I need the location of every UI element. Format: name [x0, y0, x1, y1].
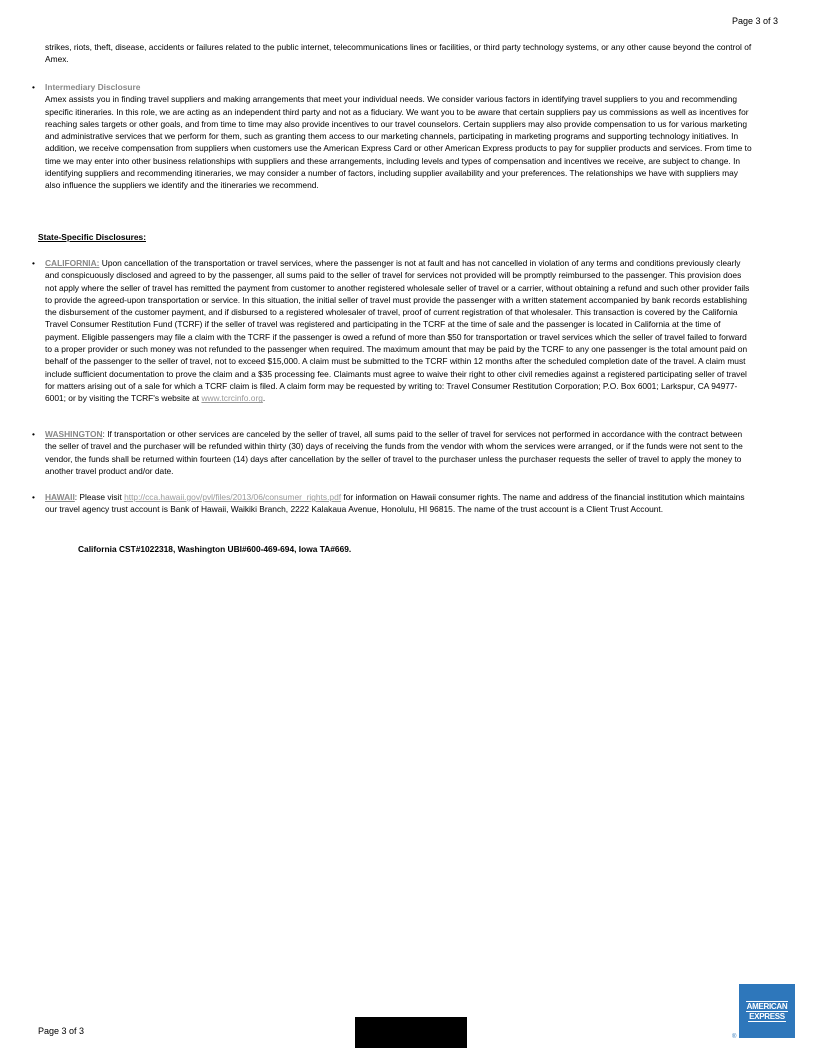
washington-section: [45, 428, 755, 477]
amex-registered-mark: ®: [732, 1034, 737, 1040]
hawaii-link[interactable]: HAWAII: [45, 492, 75, 502]
bullet-washington: •: [32, 429, 35, 439]
bullet-california: •: [32, 258, 35, 268]
hawaii-body: for information on Hawaii consumer rights. The name and address of the financial institution which maintains our travel agency trust account is Bank of Hawaii, Waikiki Branch, 2222 Kalakaua Avenue, Honolulu, HI 96815. The name of the trust account is a Client Trust Account.: [45, 492, 745, 515]
state-specific-heading: State-Specific Disclosures:: [38, 232, 146, 242]
intermediary-section: [45, 81, 755, 192]
washington-link[interactable]: WASHINGTON: [45, 429, 103, 439]
california-section: [45, 257, 755, 405]
license-numbers: California CST#1022318, Washington UBI#600-469-694, Iowa TA#669.: [78, 544, 352, 554]
hawaii-section: [45, 491, 755, 516]
california-link[interactable]: CALIFORNIA:: [45, 258, 100, 268]
bullet-hawaii: •: [32, 492, 35, 502]
california-body: Upon cancellation of the transportation or travel services, where the passenger is not at fault and has not cancelled in violation of any terms and conditions previously clearly and conspicuously disclosed and agreed to by the passenger, all sums paid to the seller of travel for services not provided will be promptly reimbursed to the passenger. This provision does not apply where the seller of travel has remitted the payment from customer to another registered wholesale seller of travel or a carrier, without obtaining a refund and such other provider fails to provide the agreed-upon transportation or service. In this situation, the initial seller of travel must provide the passenger with a written statement accompanied by bank records establishing the disbursement of the customer payment, and if disbursed to a registered wholesaler of travel, proof of current registration of that wholesaler. This transaction is covered by the California Travel Consumer Restitution Fund (TCRF) if the seller of travel was registered and participating in the TCRF at the time of sale and the passenger is located in California at the time of payment. Eligible passengers may file a claim with the TCRF if the passenger is owed a refund of more than $50 for transportation or travel services which the seller of travel failed to forward to a proper provider or such money was not refunded to the passenger when required. The maximum amount that may be paid by the TCRF to any one passenger is the total amount paid on behalf of the passenger to the seller of travel, not to exceed $15,000. A claim must be submitted to the TCRF within 12 months after the scheduled completion date of the travel. A claim must include sufficient documentation to prove the claim and a $35 processing fee. Claimants must agree to waive their right to other civil remedies against a registered participating seller of travel for matters arising out of a sale for which a TCRF claim is filed. A claim form may be requested by writing to: Travel Consumer Restitution Corporation; P.O. Box 6001; Larkspur, CA 94977-6001; or by visiting the TCRF's website at: [45, 258, 750, 404]
tcrf-website-link[interactable]: www.tcrcinfo.org: [201, 393, 263, 404]
continuation-paragraph: strikes, riots, theft, disease, accidents or failures related to the public internet, telecommunications lines or facilities, or third party technology systems, or any other cause beyond the control of Amex.: [45, 42, 752, 65]
bullet-intermediary: •: [32, 82, 35, 92]
hawaii-consumer-rights-link[interactable]: http://cca.hawaii.gov/pvl/files/2013/06/consumer_rights.pdf: [124, 492, 342, 502]
amex-logo-line2: EXPRESS: [749, 1011, 785, 1021]
hawaii-pre: : Please visit: [74, 492, 125, 502]
intermediary-heading: Intermediary Disclosure: [45, 82, 141, 92]
redaction-box: [355, 1017, 467, 1048]
california-end: .: [262, 393, 266, 404]
page-number-bottom: Page 3 of 3: [38, 1025, 85, 1036]
amex-logo-line1: AMERICAN: [746, 1001, 788, 1011]
amex-logo: [739, 984, 795, 1038]
page-number-top: Page 3 of 3: [731, 16, 778, 26]
intermediary-body: Amex assists you in finding travel suppliers and making arrangements that meet your individual needs. We consider various factors in identifying travel suppliers to you and recommending specific itineraries. In this role, we are acting as an independent third party and not as a fiduciary. We want you to be aware that certain suppliers pay us commissions as well as incentives for reaching sales targets or other goals, and from time to time may also provide incentives to our travel counselors. Certain suppliers may also provide compensation to us for various marketing and administrative services that we perform for them, such as granting them access to our marketing channels, participating in marketing programs and supporting technology initiatives. In addition, we receive compensation from suppliers when customers use the American Express Card or other American Express products to pay for supplier products and services. From time to time we may enter into other business relationships with suppliers and these arrangements, including levels and types of compensation and incentives we receive, are subject to change. In identifying suppliers and recommending itineraries, we may consider a number of factors, including supplier availability and your preferences. The relationships we have with suppliers may also influence the suppliers we identify and the itineraries we recommend.: [45, 94, 752, 191]
washington-body: : If transportation or other services are canceled by the seller of travel, all sums paid to the seller of travel for services not performed in accordance with the contract between the seller of travel and the purchaser will be refunded within thirty (30) days of receiving the funds from the vendor with whom the services were arranged, or if the funds were not sent to the vendor, the funds shall be returned within fourteen (14) days after cancellation by the seller of travel to the purchaser unless the purchaser requests the seller of travel to apply the money to another travel product and/or date.: [45, 429, 743, 476]
